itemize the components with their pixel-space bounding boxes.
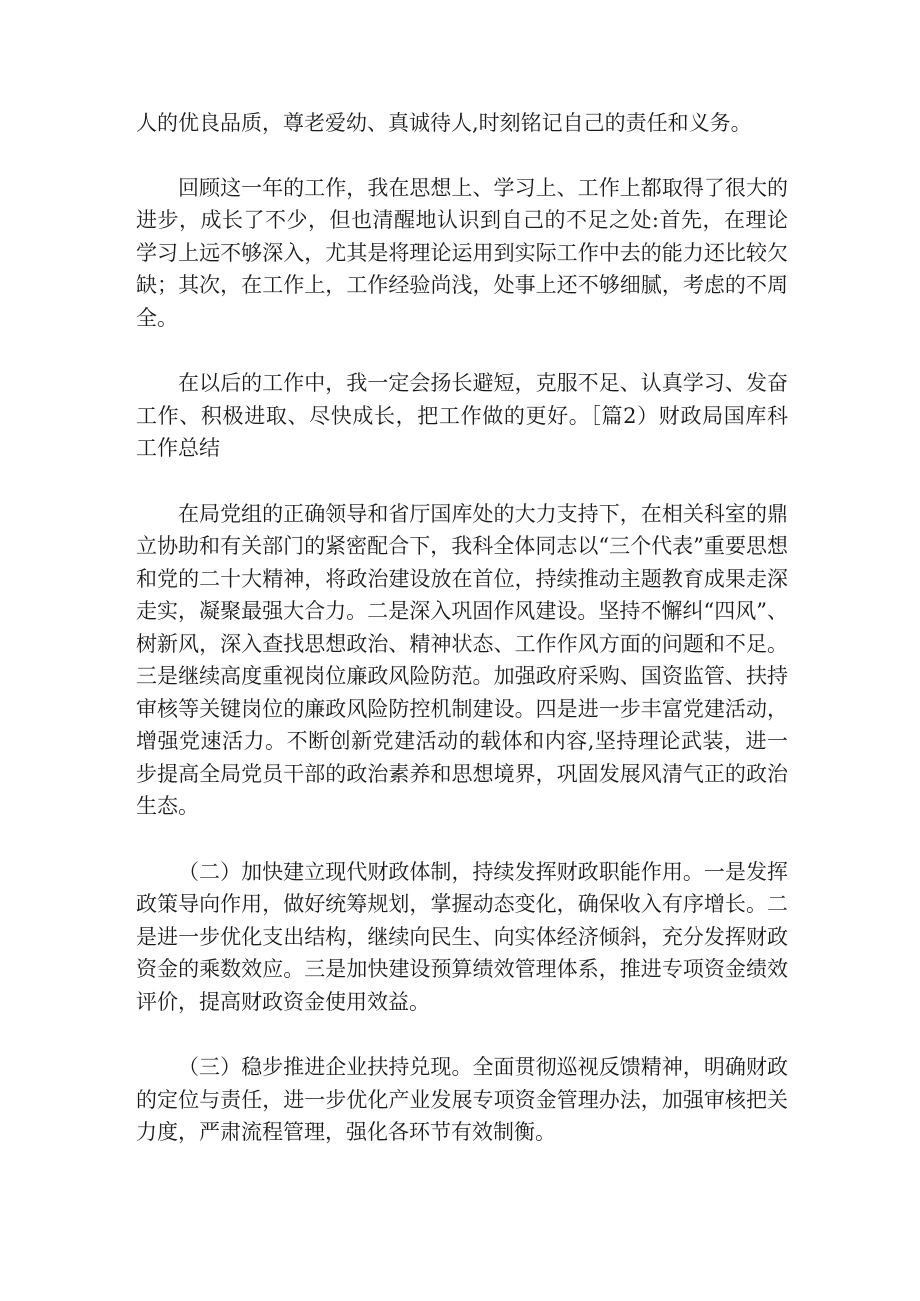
paragraph-fiscal-system: （二）加快建立现代财政体制，持续发挥财政职能作用。一是发挥政策导向作用，做好统筹规划，掌握动态变化，确保收入有序增长。二是进一步优化支出结构，继续向民生、向实体经济倾斜，充分发挥财政资金的乘数效应。三是加快建设预算绩效管理体系，推进专项资金绩效评价，提高财政资金使用效益。	[136, 859, 788, 1014]
paragraph-review: 回顾这一年的工作，我在思想上、学习上、工作上都取得了很大的进步，成长了不少，但也清醒地认识到自己的不足之处:首先，在理论学习上远不够深入，尤其是将理论运用到实际工作中去的能力还比较欠缺；其次，在工作上，工作经验尚浅，处事上还不够细腻，考虑的不周全。	[136, 175, 788, 330]
paragraph-continuation: 人的优良品质，尊老爱幼、真诚待人,时刻铭记自己的责任和义务。	[136, 111, 752, 135]
paragraph-future-work: 在以后的工作中，我一定会扬长避短，克服不足、认真学习、发奋工作、积极进取、尽快成长，把工作做的更好。［篇2）财政局国库科工作总结	[136, 371, 788, 460]
paragraph-party-building: 在局党组的正确领导和省厅国库处的大力支持下，在相关科室的鼎立协助和有关部门的紧密配合下，我科全体同志以“三个代表”重要思想和党的二十大精神，将政治建设放在首位，持续推动主题教育成果走深走实，凝聚最强大合力。二是深入巩固作风建设。坚持不懈纠“四风”、树新风，深入查找思想政治、精神状态、工作作风方面的问题和不足。三是继续高度重视岗位廉政风险防范。加强政府采购、国资监管、扶持审核等关键岗位的廉政风险防控机制建设。四是进一步丰富党建活动，增强党速活力。不断创新党建活动的载体和内容,坚持理论武装，进一步提高全局党员干部的政治素养和思想境界，巩固发展风清气正的政治生态。	[136, 501, 788, 818]
document-body	[136, 107, 788, 1182]
paragraph-enterprise-support: （三）稳步推进企业扶持兑现。全面贯彻巡视反馈精神，明确财政的定位与责任，进一步优化产业发展专项资金管理办法，加强审核把关力度，严肃流程管理，强化各环节有效制衡。	[136, 1055, 788, 1144]
